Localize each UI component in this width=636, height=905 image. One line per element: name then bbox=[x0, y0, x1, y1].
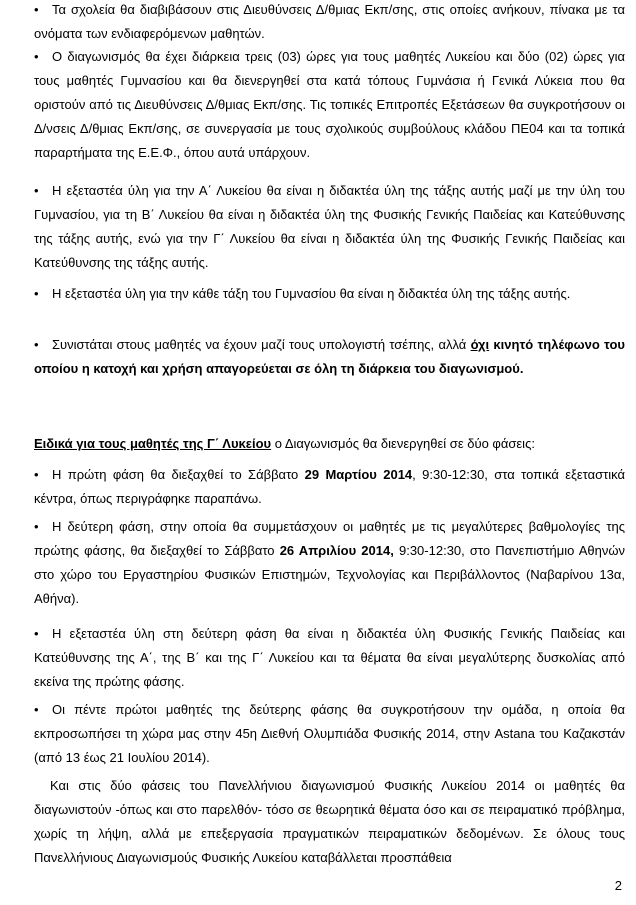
bullet-lyceum-material bbox=[34, 179, 625, 275]
phase-two-date: 26 Απριλίου 2014, bbox=[279, 543, 394, 558]
closing-paragraph: Και στις δύο φάσεις του Πανελλήνιου διαγωνισμού Φυσικής Λυκείου 2014 οι μαθητές θα διαγωνιστούν -όπως και στο παρελθόν- τόσο σε θεωρητικά θέματα όσο και σε πειραματικό πρόβλημα, χωρίς τη λήψη, αλλά με επεξεργασία πραγματικών πειραματικών δεδομένων. Σε όλους τους Πανελλήνιους Διαγωνισμούς Φυσικής Λυκείου καταβάλλεται προσπάθεια bbox=[34, 778, 625, 865]
bullet-icon: • bbox=[34, 286, 39, 301]
bullet-text: Οι πέντε πρώτοι μαθητές της δεύτερης φάσης θα συγκροτήσουν την ομάδα, η οποία θα εκπροσωπήσει τη χώρα μας στην 45η Διεθνή Ολυμπιάδα Φυσικής 2014, στην Astana του Καζακστάν (από 13 έως 21 Ιουλίου 2014). bbox=[34, 702, 625, 765]
bullet-text: Η εξεταστέα ύλη στη δεύτερη φάση θα είναι η διδακτέα ύλη Φυσικής Γενικής Παιδείας και Κατεύθυνσης της Α΄, της Β΄ και της Γ΄ Λυκείου και τα θέματα θα είναι μεγαλύτερης δυσκολίας από εκείνα της πρώτης φάσης. bbox=[34, 626, 625, 689]
calculator-text: Συνιστάται στους μαθητές να έχουν μαζί τους υπολογιστή τσέπης, αλλά bbox=[52, 337, 471, 352]
bullet-icon: • bbox=[34, 49, 39, 64]
ochi-emphasis: όχι bbox=[470, 337, 490, 352]
phone-ban-text: κινητό τηλέφωνο του οποίου η κατοχή και χρήση απαγορεύεται σε όλη τη διάρκεια του διαγωνισμού. bbox=[34, 337, 625, 376]
bullet-duration bbox=[34, 45, 625, 165]
bullet-icon: • bbox=[34, 183, 39, 198]
phase-two-text: Η δεύτερη φάση, στην οποία θα συμμετάσχουν οι μαθητές με τις μεγαλύτερες βαθμολογίες της πρώτης φάσης, θα διεξαχθεί το Σάββατο bbox=[34, 519, 625, 558]
section-heading bbox=[34, 432, 625, 456]
bullet-text: Η εξεταστέα ύλη για την Α΄ Λυκείου θα είναι η διδακτέα ύλη της τάξης αυτής μαζί με την ύλη του Γυμνασίου, για τη Β΄ Λυκείου θα είναι η διδακτέα ύλη της Φυσικής Γενικής Παιδείας και Κατεύθυνσης της τάξης αυτής, ενώ για την Γ΄ Λυκείου θα είναι η διδακτέα ύλη της Φυσικής Γενικής Παιδείας και Κατεύθυνσης της τάξης αυτής. bbox=[34, 183, 625, 270]
bullet-icon: • bbox=[34, 467, 39, 482]
bullet-calculator bbox=[34, 333, 625, 381]
bullet-text: Ο διαγωνισμός θα έχει διάρκεια τρεις (03) ώρες για τους μαθητές Λυκείου και δύο (02) ώρες για τους μαθητές Γυμνασίου και θα διενεργηθεί στα κατά τόπους Γυμνάσια ή Γενικά Λύκεια που θα οριστούν από τις Διευθύνσεις Δ/θμιας Εκπ/σης. Τις τοπικές Επιτροπές Εξετάσεων θα συγκροτήσουν οι Δ/νσεις Δ/θμιας Εκπ/σης, σε συνεργασία με τους σχολικούς συμβούλους κλάδου ΠΕ04 και τα τοπικά παραρτήματα της Ε.Ε.Φ., όπου αυτά υπάρχουν. bbox=[34, 49, 625, 160]
phase-one-text: Η πρώτη φάση θα διεξαχθεί το Σάββατο bbox=[52, 467, 305, 482]
bullet-icon: • bbox=[34, 702, 39, 717]
phase-one-date: 29 Μαρτίου 2014 bbox=[304, 467, 413, 482]
bullet-text: Η εξεταστέα ύλη για την κάθε τάξη του Γυμνασίου θα είναι η διδακτέα ύλη της τάξης αυτής. bbox=[52, 286, 571, 301]
bullet-icon: • bbox=[34, 337, 39, 352]
bullet-gymnasium-material bbox=[34, 282, 625, 306]
bullet-schools-list bbox=[34, 0, 625, 46]
bullet-phase-two bbox=[34, 515, 625, 611]
bullet-icon: • bbox=[34, 626, 39, 641]
section-heading-rest: ο Διαγωνισμός θα διενεργηθεί σε δύο φάσεις: bbox=[271, 436, 535, 451]
section-heading-title: Ειδικά για τους μαθητές της Γ΄ Λυκείου bbox=[34, 436, 272, 451]
bullet-icon: • bbox=[34, 2, 39, 17]
phase-two-rest: 9:30-12:30, στο Πανεπιστήμιο Αθηνών στο χώρο του Εργαστηρίου Φυσικών Επιστημών, Τεχνολογίας και Περιβάλλοντος (Ναβαρίνου 13α, Αθήνα). bbox=[34, 543, 626, 606]
bullet-top-five bbox=[34, 698, 625, 770]
page-number: 2 bbox=[614, 878, 622, 893]
bullet-icon: • bbox=[34, 519, 39, 534]
bullet-phase-one bbox=[34, 463, 625, 511]
bullet-phase-two-material bbox=[34, 622, 625, 694]
bullet-text: Τα σχολεία θα διαβιβάσουν στις Διευθύνσεις Δ/θμιας Εκπ/σης, στις οποίες ανήκουν, πίνακα με τα ονόματα των ενδιαφερόμενων μαθητών. bbox=[34, 2, 625, 41]
phase-one-rest: , 9:30-12:30, στα τοπικά εξεταστικά κέντρα, όπως περιγράφηκε παραπάνω. bbox=[34, 467, 626, 506]
